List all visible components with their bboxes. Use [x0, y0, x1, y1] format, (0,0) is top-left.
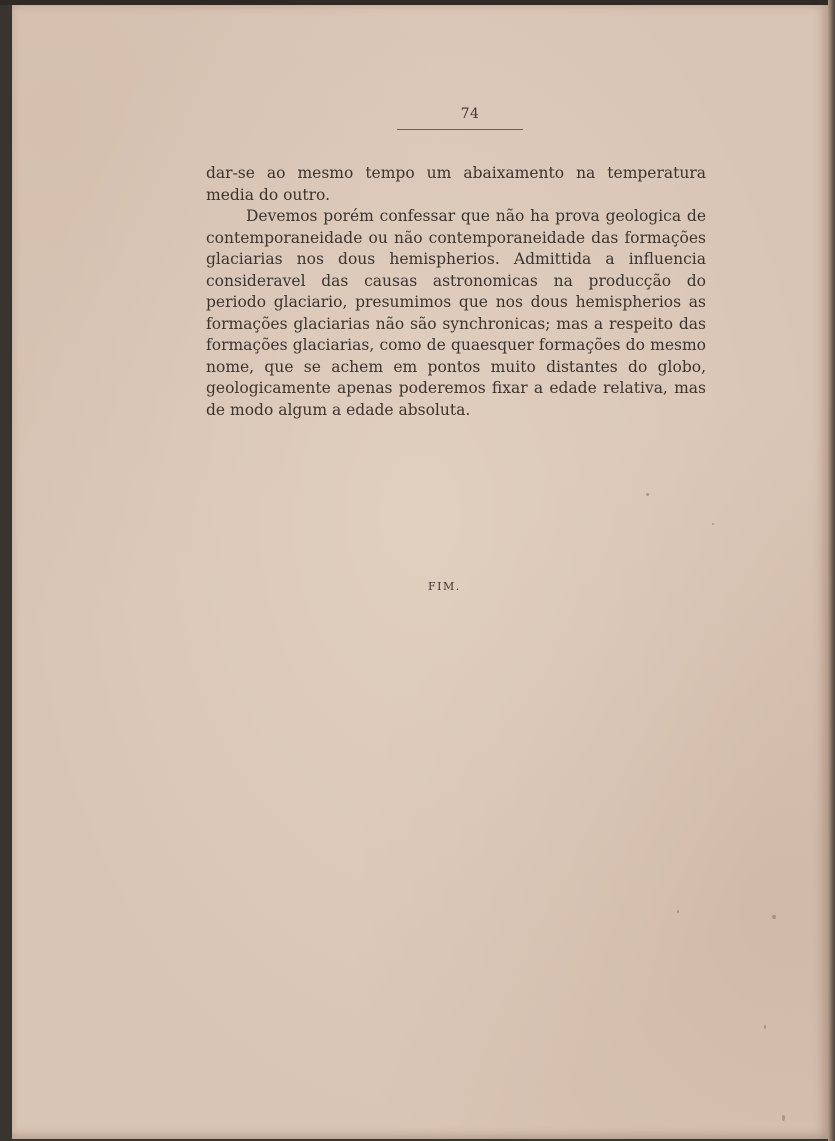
paper-speck	[772, 915, 776, 919]
paper-speck	[782, 1115, 785, 1121]
paper-speck	[677, 910, 679, 913]
page-number: 74	[460, 106, 480, 122]
paper-speck	[646, 493, 649, 496]
scan-right-edge	[828, 0, 835, 1141]
header-rule	[397, 129, 523, 130]
paragraph-main: Devemos porém confessar que não ha prova geologica de contemporaneidade ou não contemporaneidade das formações glaciarias nos dous hemispherios. Admittida a influencia consideravel das causas astronomicas na producção do periodo glaciario, presumimos que nos dous hemispherios as formações glaciarias não são synchronicas; mas a respeito das formações glaciarias, como de quaesquer formações do mesmo nome, que se achem em pontos muito distantes do globo, geologicamente apenas poderemos fixar a edade relativa, mas de modo algum a edade absoluta.	[206, 207, 706, 419]
paragraph-continuation: dar-se ao mesmo tempo um abaixamento na temperatura media do outro.	[206, 164, 706, 204]
paper-speck	[712, 523, 714, 525]
paper-speck	[764, 1025, 766, 1029]
end-mark: FIM.	[428, 580, 461, 593]
body-text	[206, 163, 706, 421]
